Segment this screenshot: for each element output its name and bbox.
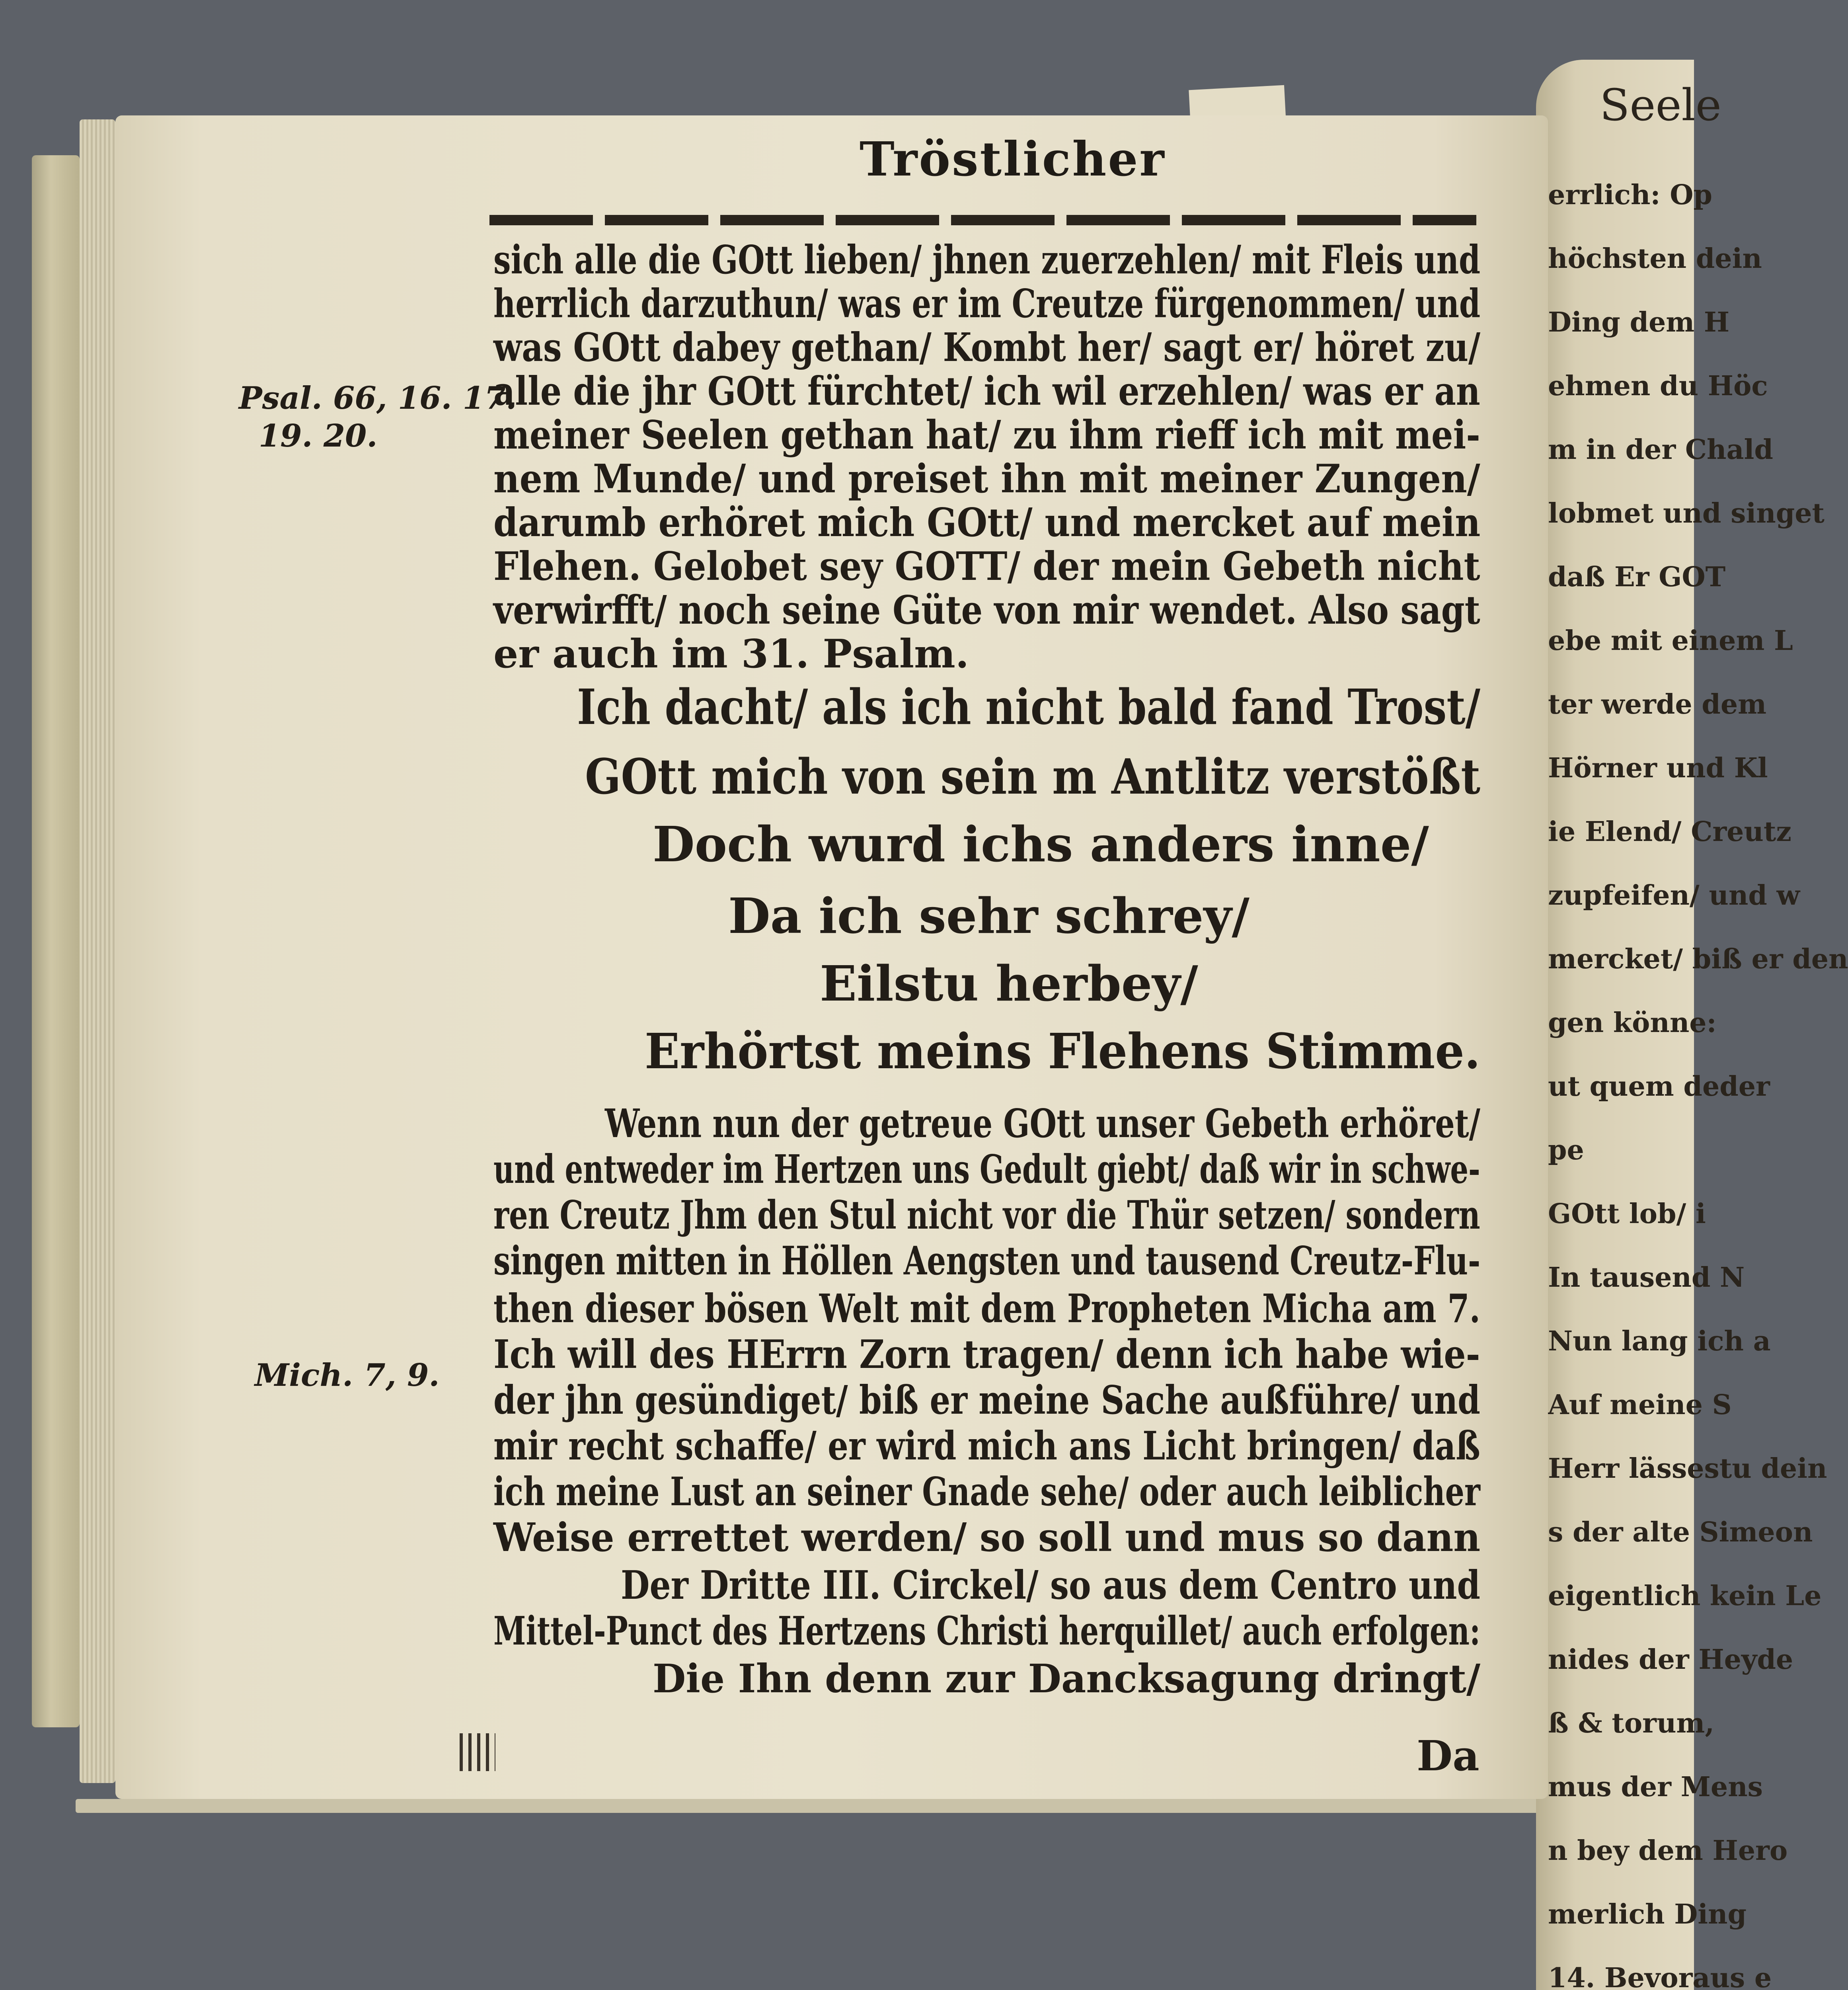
facing-page-line: ter werde dem: [1548, 689, 1767, 720]
catchword: Da: [1417, 1731, 1480, 1780]
facing-page-line: mus der Mens: [1548, 1771, 1763, 1803]
facing-page-line: m in der Chald: [1548, 434, 1773, 466]
facing-page-line: nides der Heyde: [1548, 1644, 1793, 1676]
text-line: Flehen. Gelobet sey GOTT/ der mein Gebeth nicht: [493, 544, 1480, 589]
verse-line: Ich dacht/ als ich nicht bald fand Trost/: [577, 678, 1481, 736]
text-line: und entweder im Hertzen uns Gedult giebt/ daß wir in schwe-: [493, 1147, 1480, 1192]
facing-page-line: ß & torum,: [1548, 1707, 1715, 1739]
text-line: mir recht schaffe/ er wird mich ans Licht bringen/ daß: [493, 1423, 1480, 1469]
text-line: alle die jhr GOtt fürchtet/ ich wil erzehlen/ was er an: [493, 369, 1480, 414]
verse-line: Eilstu herbey/: [820, 955, 1198, 1012]
text-line: der jhn gesündiget/ biß er meine Sache außführe/ und: [493, 1377, 1480, 1423]
text-line: verwirfft/ noch seine Güte von mir wendet. Also sagt: [493, 587, 1480, 633]
facing-page-line: höchsten dein: [1548, 243, 1762, 275]
text-line: Wenn nun der getreue GOtt unser Gebeth erhöret/: [605, 1101, 1481, 1147]
text-line: Weise errettet werden/ so soll und mus so dann: [493, 1515, 1481, 1561]
verse-line: Da ich sehr schrey/: [728, 887, 1250, 944]
facing-page-line: ut quem deder: [1548, 1071, 1770, 1102]
facing-page-header: Seele: [1600, 80, 1721, 131]
facing-page-line: GOtt lob/ i: [1548, 1198, 1706, 1230]
margin-reference: 19. 20.: [259, 418, 378, 454]
text-line: meiner Seelen gethan hat/ zu ihm rieff ich mit mei-: [493, 412, 1480, 458]
text-line: Die Ihn denn zur Dancksagung dringt/: [653, 1656, 1481, 1702]
text-line: ren Creutz Jhm den Stul nicht vor die Thür setzen/ sondern: [493, 1192, 1480, 1238]
header-rule: [489, 215, 1476, 225]
text-line: nem Munde/ und preiset ihn mit meiner Zungen/: [493, 456, 1480, 502]
verse-line: GOtt mich von sein m Antlitz verstößt: [585, 748, 1481, 805]
facing-page-line: Hörner und Kl: [1548, 752, 1768, 784]
text-line: Mittel-Punct des Hertzens Christi herquillet/ auch erfolgen:: [493, 1608, 1481, 1654]
facing-page-line: pe: [1548, 1134, 1584, 1166]
facing-page-line: daß Er GOT: [1548, 561, 1726, 593]
text-line: then dieser bösen Welt mit dem Propheten Micha am 7.: [493, 1286, 1481, 1332]
facing-page-line: gen könne:: [1548, 1007, 1717, 1039]
facing-page-line: Nun lang ich a: [1548, 1325, 1771, 1357]
book-edge: [32, 155, 80, 1727]
facing-page-line: ebe mit einem L: [1548, 625, 1793, 657]
verse-line: Doch wurd ichs anders inne/: [653, 816, 1429, 873]
text-line: sich alle die GOtt lieben/ jhnen zuerzehlen/ mit Fleis und: [493, 237, 1481, 283]
text-line: er auch im 31. Psalm.: [493, 631, 969, 677]
page-bottom-edge: [76, 1799, 1548, 1813]
verse-line: Erhörtst meins Flehens Stimme.: [645, 1022, 1481, 1080]
facing-page-line: Ding dem H: [1548, 306, 1730, 338]
facing-page-line: s der alte Simeon: [1548, 1516, 1813, 1548]
facing-page-line: ehmen du Höc: [1548, 370, 1768, 402]
text-line: darumb erhöret mich GOtt/ und mercket auf mein: [493, 500, 1481, 546]
facing-page-line: eigentlich kein Le: [1548, 1580, 1822, 1612]
signature-mark: [460, 1733, 495, 1771]
text-line: singen mitten in Höllen Aengsten und tausend Creutz-Flu-: [493, 1238, 1481, 1284]
facing-page-line: Herr lässestu dein: [1548, 1453, 1827, 1485]
facing-page: [1536, 60, 1848, 1990]
facing-page-line: lobmet und singet: [1548, 498, 1825, 529]
margin-reference: Mich. 7, 9.: [255, 1357, 440, 1393]
facing-page-line: ie Elend/ Creutz: [1548, 816, 1791, 848]
text-line: was GOtt dabey gethan/ Kombt her/ sagt er/ höret zu/: [493, 325, 1481, 371]
facing-page-line: zupfeifen/ und w: [1548, 880, 1800, 911]
text-line: Ich will des HErrn Zorn tragen/ denn ich habe wie-: [493, 1332, 1480, 1377]
facing-page-line: 14. Bevoraus e: [1548, 1962, 1772, 1990]
facing-page-line: n bey dem Hero: [1548, 1835, 1788, 1867]
facing-page-line: In tausend N: [1548, 1262, 1745, 1294]
text-line: ich meine Lust an seiner Gnade sehe/ oder auch leiblicher: [493, 1469, 1480, 1515]
margin-reference: Psal. 66, 16. 17.: [239, 380, 517, 416]
page-stack-edge: [80, 119, 115, 1783]
facing-page-line: errlich: Op: [1548, 179, 1712, 211]
running-header: Tröstlicher: [860, 131, 1166, 187]
facing-page-line: merlich Ding: [1548, 1898, 1747, 1930]
facing-page-line: mercket/ biß er den: [1548, 943, 1848, 975]
facing-page-line: Auf meine S: [1548, 1389, 1732, 1421]
text-line: herrlich darzuthun/ was er im Creutze fürgenommen/ und: [493, 281, 1481, 327]
text-line: Der Dritte III. Circkel/ so aus dem Centro und: [621, 1563, 1481, 1608]
